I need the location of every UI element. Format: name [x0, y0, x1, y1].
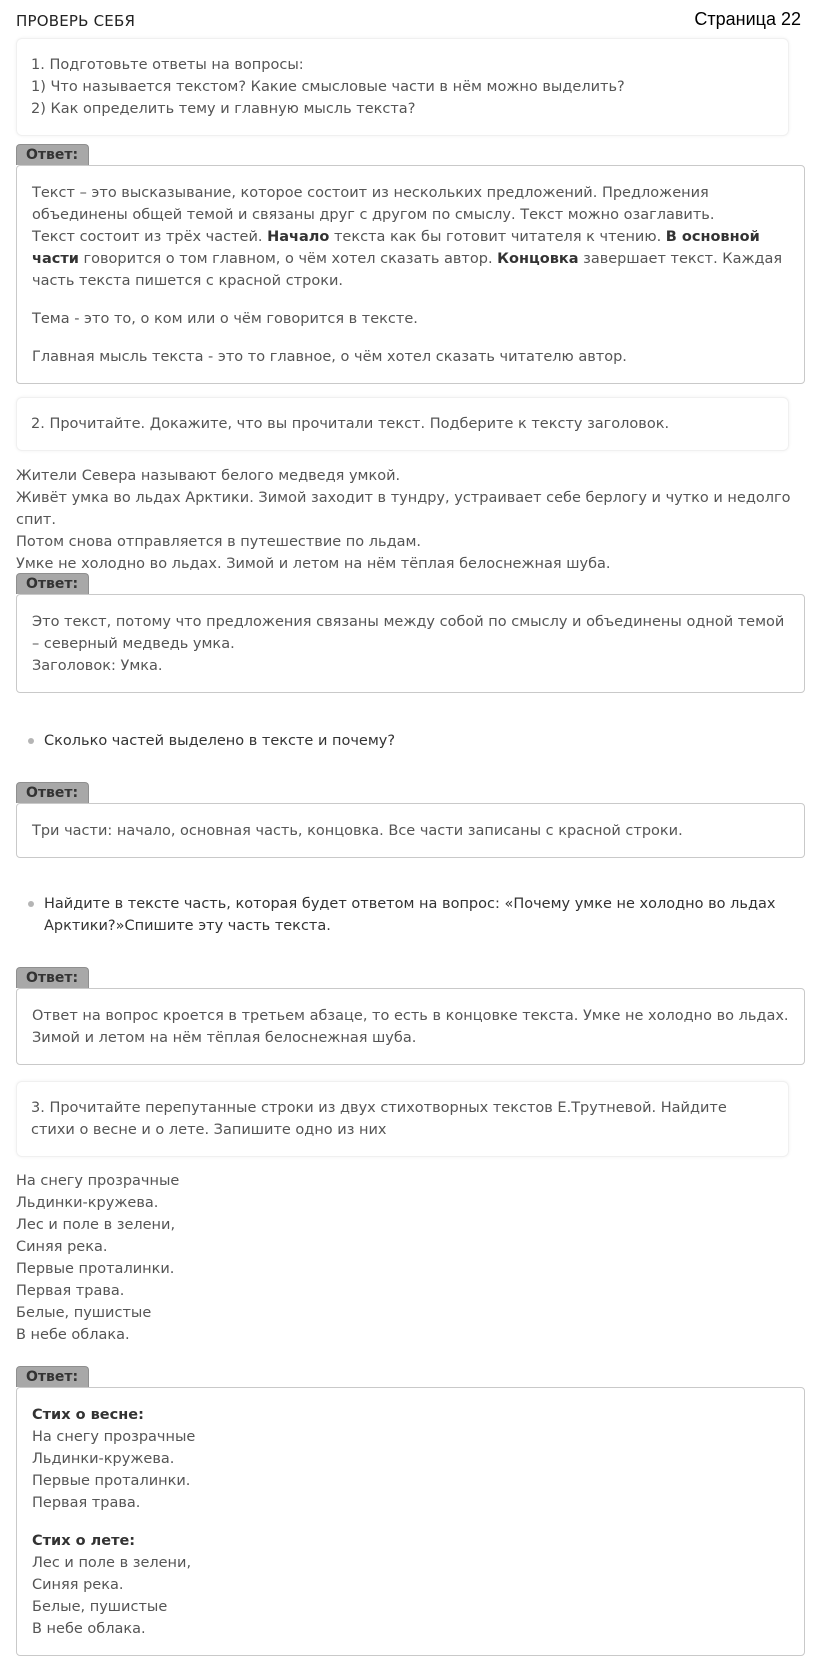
summer-line: Лес и поле в зелени,	[32, 1555, 192, 1571]
story-line: Живёт умка во льдах Арктики. Зимой заходит в тундру, устраивает себе берлогу и чутко и недолго спит.	[16, 490, 791, 528]
answer-4-paragraph: Ответ на вопрос кроется в третьем абзаце, то есть в концовке текста. Умке не холодно во льдах. Зимой и летом на нём тёплая белоснежная шуба.	[32, 1008, 789, 1046]
task-1-line: 1. Подготовьте ответы на вопросы:	[31, 57, 304, 73]
text-span: текста как бы готовит читателя к чтению.	[329, 229, 666, 245]
answer-label: Ответ:	[16, 144, 89, 165]
summer-line: Белые, пушистые	[32, 1599, 168, 1615]
answer-1-parts-paragraph	[32, 226, 789, 292]
poem-text	[16, 1170, 816, 1346]
answer-2-heading: Заголовок: Умка.	[32, 658, 163, 674]
answer-1-main-idea: Главная мысль текста - это то главное, о чём хотел сказать читателю автор.	[32, 349, 627, 365]
bold-term: В основной части	[32, 229, 760, 267]
answer-2-box	[16, 594, 805, 693]
poem-line: Первая трава.	[16, 1283, 125, 1299]
answer-3-paragraph: Три части: начало, основная часть, концовка. Все части записаны с красной строки.	[32, 823, 683, 839]
answer-1-paragraph: Текст – это высказывание, которое состоит из нескольких предложений. Предложения объединены общей темой и связаны друг с другом по смыслу. Текст можно озаглавить.	[32, 185, 715, 223]
task-2-text: 2. Прочитайте. Докажите, что вы прочитали текст. Подберите к тексту заголовок.	[31, 416, 670, 432]
spring-line: Первая трава.	[32, 1495, 141, 1511]
bold-term: Концовка	[497, 251, 579, 267]
task-3-card	[16, 1081, 789, 1157]
summer-poem-title	[32, 1530, 789, 1552]
story-text	[16, 465, 816, 575]
answer-1-theme: Тема - это то, о ком или о чём говорится в тексте.	[32, 311, 418, 327]
answer-label: Ответ:	[16, 782, 89, 803]
spring-line: Льдинки-кружева.	[32, 1451, 175, 1467]
bullet-icon	[28, 901, 34, 907]
poem-line: Белые, пушистые	[16, 1305, 152, 1321]
answer-3	[16, 782, 805, 858]
answer-label: Ответ:	[16, 573, 89, 594]
spring-line: Первые проталинки.	[32, 1473, 191, 1489]
poem-line: На снегу прозрачные	[16, 1173, 180, 1189]
text-span: говорится о том главном, о чём хотел сказать автор.	[78, 251, 498, 267]
answer-5	[16, 1366, 805, 1656]
answer-label: Ответ:	[16, 1366, 89, 1387]
text-span: Текст состоит из трёх частей.	[32, 229, 268, 245]
answer-1	[16, 144, 805, 384]
task-1-card	[16, 38, 789, 136]
bullet-text: Сколько частей выделено в тексте и почему?	[44, 733, 396, 749]
story-line: Жители Севера называют белого медведя умкой.	[16, 468, 401, 484]
bullet-text: Найдите в тексте часть, которая будет ответом на вопрос: «Почему умке не холодно во льдах Арктики?»Спишите эту часть текста.	[44, 896, 776, 934]
story-line: Умке не холодно во льдах. Зимой и летом на нём тёплая белоснежная шуба.	[16, 556, 611, 572]
summer-title-text: Стих о лете:	[32, 1533, 136, 1549]
bold-term: Начало	[267, 229, 330, 245]
spring-title-text: Стих о весне:	[32, 1407, 144, 1423]
poem-line: В небе облака.	[16, 1327, 130, 1343]
task-1-line: 1) Что называется текстом? Какие смысловые части в нём можно выделить?	[31, 79, 625, 95]
spring-poem-title	[32, 1404, 789, 1426]
page-header	[16, 10, 801, 40]
task-1-line: 2) Как определить тему и главную мысль текста?	[31, 101, 416, 117]
answer-5-box	[16, 1387, 805, 1656]
page-number: Страница 22	[694, 9, 801, 29]
answer-2-paragraph: Это текст, потому что предложения связаны между собой по смыслу и объединены одной темой – северный медведь умка.	[32, 614, 785, 652]
poem-line: Льдинки-кружева.	[16, 1195, 159, 1211]
text-span: завершает текст. Каждая часть текста пишется с красной строки.	[32, 251, 783, 289]
answer-1-box	[16, 165, 805, 384]
poem-line: Лес и поле в зелени,	[16, 1217, 176, 1233]
poem-line: Первые проталинки.	[16, 1261, 175, 1277]
answer-2	[16, 573, 805, 693]
story-line: Потом снова отправляется в путешествие по льдам.	[16, 534, 422, 550]
section-title: ПРОВЕРЬ СЕБЯ	[16, 12, 136, 30]
answer-4-box	[16, 988, 805, 1065]
poem-line: Синяя река.	[16, 1239, 108, 1255]
answer-label: Ответ:	[16, 967, 89, 988]
task-3-text: 3. Прочитайте перепутанные строки из двух стихотворных текстов Е.Трутневой. Найдите стихи о весне и о лете. Запишите одно из них	[31, 1100, 727, 1138]
question-bullet-2	[28, 893, 788, 937]
answer-4	[16, 967, 805, 1065]
summer-line: В небе облака.	[32, 1621, 146, 1637]
summer-line: Синяя река.	[32, 1577, 124, 1593]
spring-line: На снегу прозрачные	[32, 1429, 196, 1445]
question-bullet-1	[28, 730, 788, 752]
task-2-card	[16, 397, 789, 451]
bullet-icon	[28, 738, 34, 744]
answer-3-box	[16, 803, 805, 858]
